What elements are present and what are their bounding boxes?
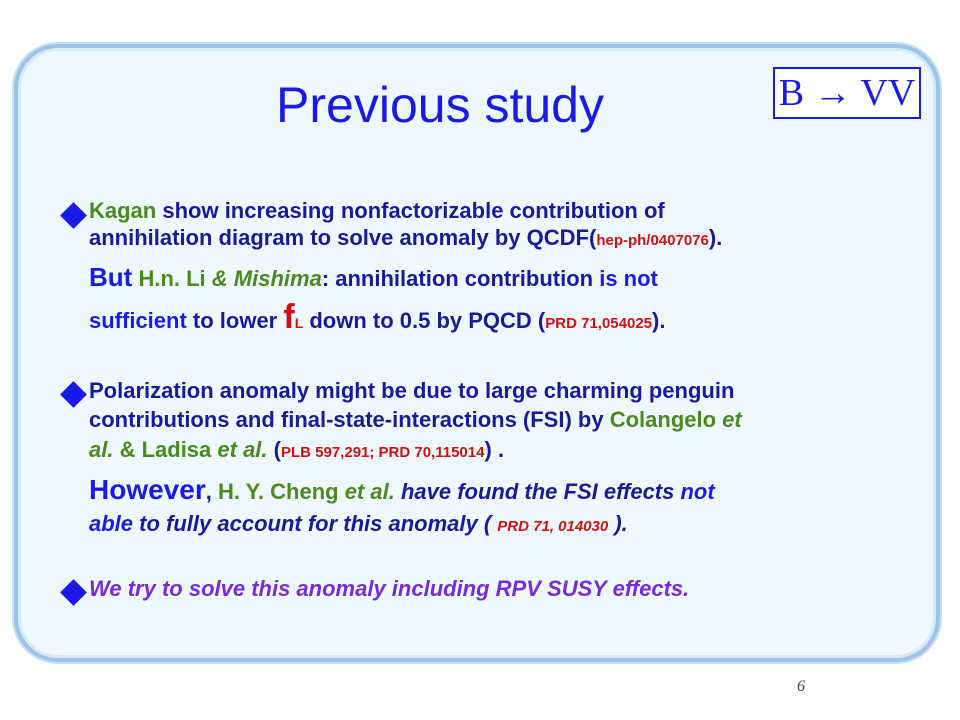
bullet1-line1: Kagan show increasing nonfactorizable contribution of: [89, 198, 665, 223]
bullet1-line3: But H.n. Li & Mishima: annihilation contribution is not: [89, 262, 658, 292]
bullet3-line1: We try to solve this anomaly including RPV SUSY effects.: [89, 576, 690, 601]
bullet1-line4: sufficient to lower fL down to 0.5 by PQCD (PRD 71,054025).: [89, 298, 666, 336]
slide-title: Previous study: [276, 77, 604, 133]
bullet1-line2: annihilation diagram to solve anomaly by QCDF(hep-ph/0407076).: [89, 225, 723, 250]
formula-box: B → VV: [773, 67, 921, 119]
bullet2-line5: able to fully account for this anomaly ( PRD 71, 014030 ).: [89, 511, 628, 536]
slide-frame: [14, 44, 940, 662]
bullet2-line4: However, H. Y. Cheng et al. have found the FSI effects not: [89, 474, 715, 505]
page-number: 6: [797, 678, 805, 695]
bullet2-line1: Polarization anomaly might be due to large charming penguin: [89, 378, 735, 403]
bullet2-line2: contributions and final-state-interactions (FSI) by Colangelo et: [89, 407, 742, 432]
bullet2-line3: al. & Ladisa et al. (PLB 597,291; PRD 70,115014) .: [89, 437, 505, 462]
